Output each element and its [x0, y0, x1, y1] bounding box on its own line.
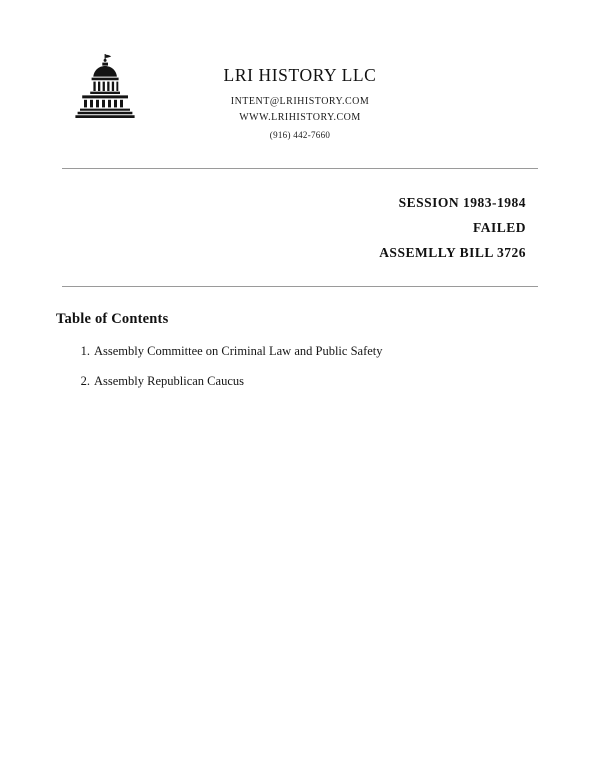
toc-title: Table of Contents	[56, 311, 169, 328]
toc-item-label: Assembly Committee on Criminal Law and Public Safety	[94, 344, 383, 359]
organization-email: INTENT@LRIHISTORY.COM	[230, 96, 370, 108]
toc-item-label: Assembly Republican Caucus	[94, 373, 244, 388]
logo-container	[0, 52, 150, 122]
organization-block	[150, 52, 450, 140]
bill-number-line: ASSEMLLY BILL 3726	[379, 245, 526, 261]
organization-phone: (916) 442-7660	[269, 130, 331, 141]
status-line: FAILED	[472, 220, 526, 236]
session-line: SESSION 1983-1984	[398, 195, 526, 211]
toc-list	[56, 342, 600, 391]
table-of-contents	[0, 287, 600, 391]
organization-website: WWW.LRIHISTORY.COM	[239, 111, 361, 123]
organization-name: LRI HISTORY LLC	[223, 65, 377, 85]
capitol-dome-icon	[72, 52, 138, 122]
list-item	[94, 372, 600, 391]
letterhead	[0, 0, 600, 140]
list-item	[94, 342, 600, 361]
bill-heading	[0, 169, 600, 266]
